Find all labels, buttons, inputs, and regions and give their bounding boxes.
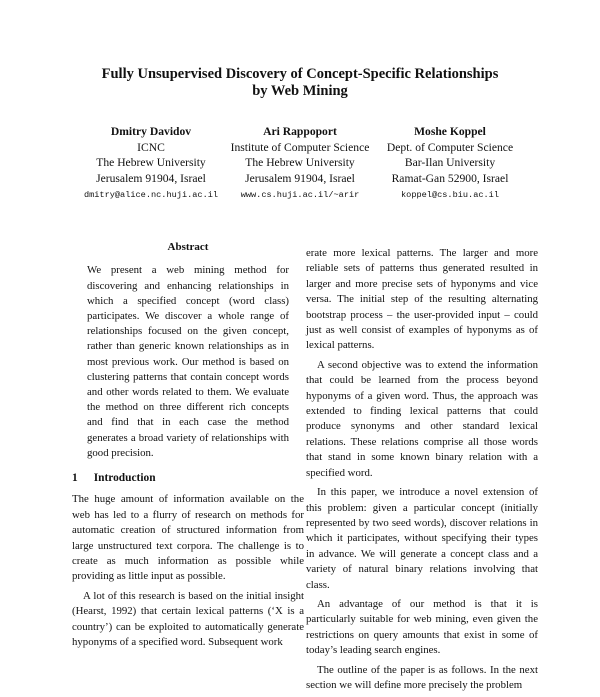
paragraph: In this paper, we introduce a novel extension of this problem: given a particular concept (initially represented by two seed words), discover relations in which it participates, without specifying their types in advance. We will generate a concept class and a variety of natural binary relations involving that class.	[306, 486, 538, 591]
author-name: Dmitry Davidov	[110, 125, 192, 138]
paper-title	[0, 66, 600, 100]
author-name: Ari Rappoport	[263, 125, 337, 138]
paragraph: The huge amount of information available on the web has led to a flurry of research on methods for automatic creation of structured information from large unstructured text corpora. The challenge is to create as much information as possible while providing as little input as possible.	[72, 493, 304, 583]
author-address: Ramat-Gan 52900, Israel	[391, 171, 509, 185]
author-block	[66, 124, 236, 204]
author-website: www.cs.huji.ac.il/~arir	[240, 190, 360, 200]
paragraph: A second objective was to extend the information that could be learned from the process beyond hyponyms of a given word. Thus, the approach was extended to finding lexical patterns that could produce synonyms and other standard lexical relations. These relations comprise all those words that stand in some known binary relation with a specified word.	[306, 358, 538, 479]
author-name: Moshe Koppel	[414, 125, 486, 138]
author-email: dmitry@alice.nc.huji.ac.il	[83, 190, 219, 200]
author-block	[365, 124, 535, 204]
author-block	[215, 124, 385, 204]
author-affiliation: Institute of Computer Science	[230, 140, 370, 154]
right-column	[306, 246, 538, 697]
abstract-heading: Abstract	[167, 241, 209, 253]
author-affiliation: The Hebrew University	[96, 156, 206, 169]
left-column	[72, 240, 304, 655]
author-affiliation: Bar-Ilan University	[404, 156, 496, 169]
paragraph: erate more lexical patterns. The larger and more reliable sets of patterns thus generated resulted in larger and more precise sets of hyponyms and vice versa. The initial step of the resulting alternating bootstrap process – the user-provided input – could just as well consist of examples of hyponyms as of lexical patterns.	[306, 247, 538, 352]
author-address: Jerusalem 91904, Israel	[245, 171, 355, 185]
title-line-2: by Web Mining	[252, 83, 348, 99]
abstract-text: We present a web mining method for discovering and enhancing relationships in which a specified concept (word class) participates. We discover a whole range of relationships focused on the given concept, rather than generic known relationships as in most previous work. Our method is based on clustering patterns that contain concept words and other words related to them. We evaluate the method on three different rich concepts and find that in each case the method generates a broad variety of relationships with good precision.	[87, 264, 289, 459]
section-heading	[72, 471, 304, 486]
author-address: Jerusalem 91904, Israel	[96, 171, 206, 185]
paragraph: An advantage of our method is that it is particularly suitable for web mining, even given the restrictions on query amounts that exist in some of today’s leading search engines.	[306, 597, 538, 657]
author-affiliation: ICNC	[137, 140, 165, 154]
author-affiliation: The Hebrew University	[245, 156, 355, 169]
author-affiliation: Dept. of Computer Science	[386, 140, 514, 154]
paragraph: A lot of this research is based on the initial insight (Hearst, 1992) that certain lexical patterns (‘X is a country’) can be exploited to automatically generate hyponyms of a specified word. Subsequent work	[72, 589, 304, 649]
author-email: koppel@cs.biu.ac.il	[401, 190, 499, 200]
section-title: Introduction	[93, 472, 156, 485]
section-number: 1	[72, 472, 78, 485]
paragraph: The outline of the paper is as follows. In the next section we will define more precisely the problem	[306, 663, 538, 691]
title-line-1: Fully Unsupervised Discovery of Concept-Specific Relationships	[101, 66, 499, 82]
